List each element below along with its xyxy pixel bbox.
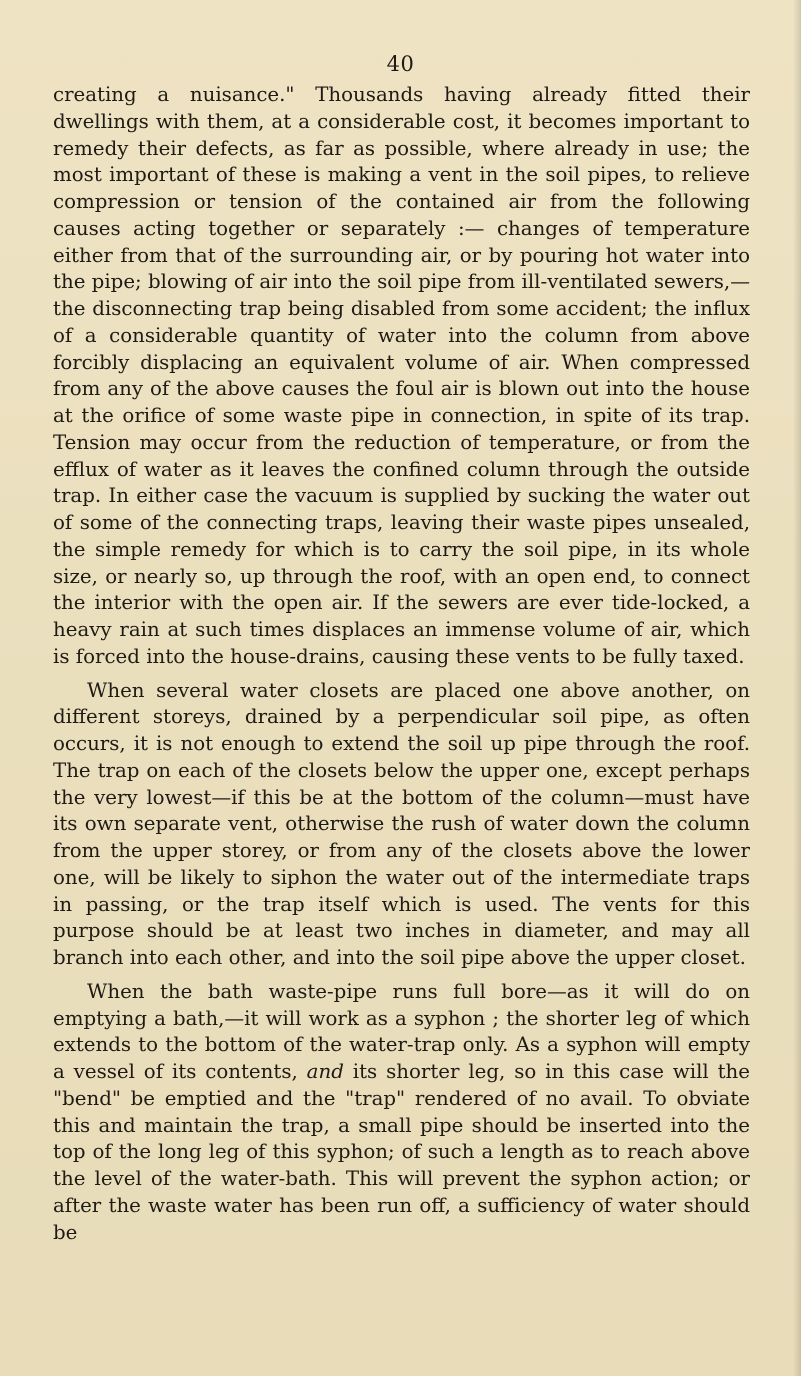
paragraph-2: When several water closets are placed one above another, on different storeys, drained by a perpendicular soil pipe, as often occurs, it is not enough to extend the soil up pipe through the roof. The trap on each of the closets below the upper one, except perhaps the very lowest—if this be at the bottom of the column—must have its own separate vent, otherwise the rush of water down the column from the upper storey, or from any of the closets above the lower one, will be likely to siphon the water out of the intermediate traps in passing, or the trap itself which is used. The vents for this purpose should be at least two inches in diameter, and may all branch into each other, and into the soil pipe above the upper closet.	[53, 678, 750, 969]
body-text	[53, 82, 750, 1246]
paragraph-3-italic-word: and	[306, 1060, 344, 1083]
paragraph-3-part-2: its shorter leg, so in this case will the "bend" be emptied and the "trap" rendered of no avail. To obviate this and maintain the trap, a small pipe should be inserted into the top of the long leg of this syphon; of such a length as to reach above the level of the water-bath. This will prevent the syphon action; or after the waste water has been run off, a sufficiency of water should be	[53, 1060, 751, 1244]
page-edge-shadow	[793, 0, 801, 1376]
paragraph-3	[53, 979, 750, 1247]
paragraph-1: creating a nuisance." Thousands having already fitted their dwellings with them, at a considerable cost, it becomes important to remedy their defects, as far as possible, where already in use; the most important of these is making a vent in the soil pipes, to relieve compression or tension of the contained air from the following causes acting together or separately :— changes of temperature either from that of the surrounding air, or by pouring hot water into the pipe; blowing of air into the soil pipe from ill-ventilated sewers,—the disconnecting trap being disabled from some accident; the influx of a considerable quantity of water into the column from above forcibly displacing an equivalent volume of air. When compressed from any of the above causes the foul air is blown out into the house at the orifice of some waste pipe in connection, in spite of its trap. Tension may occur from the reduction of temperature, or from the efflux of water as it leaves the confined column through the outside trap. In either case the vacuum is supplied by sucking the water out of some of the connecting traps, leaving their waste pipes unsealed, the simple remedy for which is to carry the soil pipe, in its whole size, or nearly so, up through the roof, with an open end, to connect the interior with the open air. If the sewers are ever tide-locked, a heavy rain at such times displaces an immense volume of air, which is forced into the house-drains, causing these vents to be fully taxed.	[53, 83, 750, 668]
paragraph-3-part-1: When the bath waste-pipe runs full bore—as it will do on emptying a bath,—it will work as a syphon ; the shorter leg of which extends to the bottom of the water-trap only. As a syphon will empty a vessel of its contents,	[53, 979, 750, 1083]
page-number: 40	[386, 52, 415, 76]
